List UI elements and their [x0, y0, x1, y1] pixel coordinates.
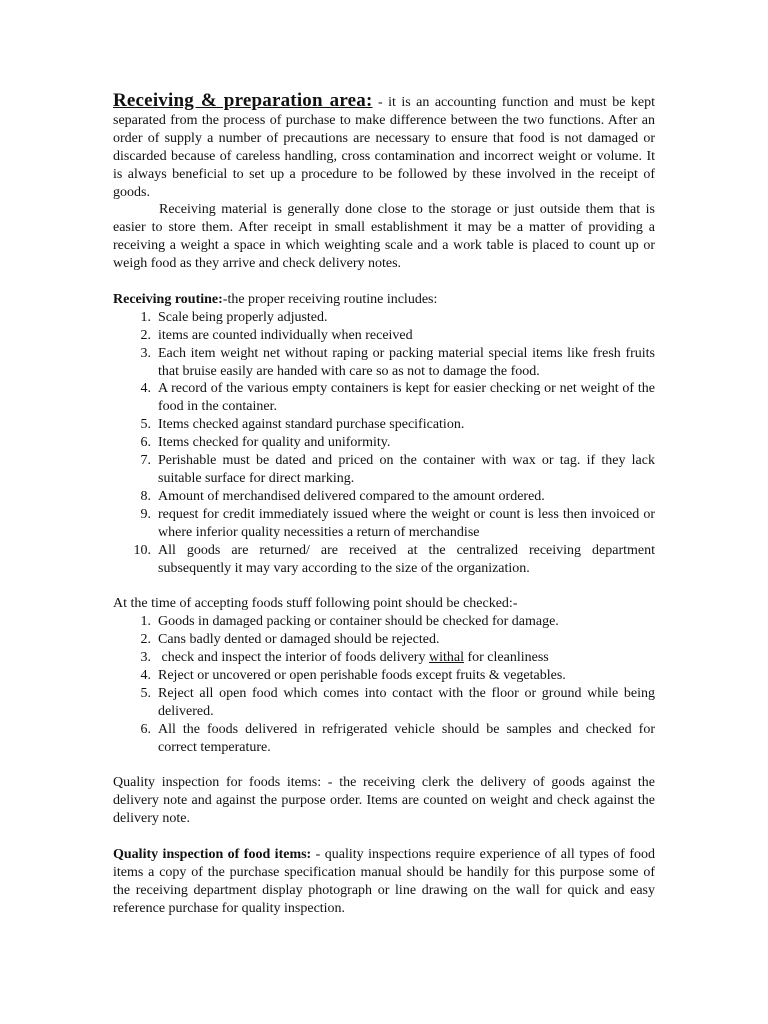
list-item	[113, 345, 655, 381]
spacer	[113, 577, 655, 595]
accepting-list	[113, 613, 655, 756]
list-number: 6.	[140, 721, 151, 737]
quality-text: - quality inspections require experience of all types of food items a copy of the purchase specification manual should be handily for this purpose some of the receiving department display photograph or line drawing on the wall for quick and easy reference purchase for quality inspection.	[113, 847, 655, 916]
list-item	[113, 416, 655, 434]
list-number: 9.	[140, 506, 151, 522]
list-item	[113, 721, 655, 757]
list-number: 8.	[140, 488, 151, 504]
list-number: 2.	[140, 327, 151, 343]
list-text: All the foods delivered in refrigerated vehicle should be samples and checked for correct temperature.	[158, 721, 655, 755]
quality-label: Quality inspection of food items:	[113, 847, 312, 862]
list-number: 6.	[140, 435, 151, 451]
list-text: Goods in damaged packing or container should be checked for damage.	[158, 614, 559, 630]
quality-inspection-paragraph-1: Quality inspection for foods items: - the receiving clerk the delivery of goods against the delivery note and against the purpose order. Items are counted on weight and check against the delivery note.	[113, 775, 655, 827]
list-item	[113, 506, 655, 542]
list-item	[113, 649, 655, 667]
section-receiving-preparation	[113, 92, 655, 201]
section-intro: - it is an accounting function and must be kept separated from the process of purchase to make difference between the two functions. After an order of supply a number of precautions are necessary to ensure that food is not damaged or discarded because of careless handling, cross contamination and incorrect weight or volume. It is always beneficial to set up a procedure to be followed by these involved in the receipt of goods.	[113, 95, 655, 200]
list-text: Scale being properly adjusted.	[158, 309, 328, 325]
list-number: 7.	[140, 453, 151, 469]
document-page	[113, 92, 655, 918]
routine-label: Receiving routine:	[113, 291, 223, 307]
routine-text: -the proper receiving routine includes:	[222, 291, 438, 307]
section-paragraph-2: Receiving material is generally done close to the storage or just outside them that is easier to store them. After receipt in small establishment it may be a matter of providing a receiving a weight a space in which weighting scale and a work table is placed to count up or weigh food as they arrive and check delivery notes.	[113, 202, 655, 272]
list-item	[113, 667, 655, 685]
list-text: Amount of merchandised delivered compared to the amount ordered.	[158, 488, 545, 504]
section-heading: Receiving & preparation area:	[113, 90, 373, 111]
underlined-word: withal	[428, 650, 464, 666]
spacer	[113, 273, 655, 291]
list-item	[113, 434, 655, 452]
list-text-post: for cleanliness	[463, 650, 549, 666]
list-item	[113, 685, 655, 721]
list-number: 3.	[140, 650, 151, 666]
list-text: Cans badly dented or damaged should be rejected.	[158, 632, 440, 648]
list-text: A record of the various empty containers is kept for easier checking or net weight of the food in the container.	[158, 381, 655, 415]
quality-inspection-paragraph-2	[113, 846, 655, 918]
list-item	[113, 631, 655, 649]
list-text: request for credit immediately issued where the weight or count is less then invoiced or where inferior quality necessities a return of merchandise	[158, 506, 655, 540]
list-item	[113, 327, 655, 345]
accepting-intro: At the time of accepting foods stuff following point should be checked:-	[113, 596, 518, 612]
list-number: 10.	[133, 542, 151, 558]
list-number: 4.	[140, 667, 151, 683]
routine-list	[113, 309, 655, 578]
list-number: 1.	[140, 614, 151, 630]
list-item	[113, 613, 655, 631]
list-text: All goods are returned/ are received at the centralized receiving department subsequently it may vary according to the size of the organization.	[158, 542, 655, 576]
list-text: Each item weight net without raping or packing material special items like fresh fruits that bruise easily are handed with care so as not to damage the food.	[158, 345, 655, 379]
list-number: 5.	[140, 685, 151, 701]
list-item	[113, 380, 655, 416]
list-text: Items checked against standard purchase specification.	[158, 417, 465, 433]
list-item	[113, 488, 655, 506]
list-text: items are counted individually when received	[158, 327, 413, 343]
list-number: 1.	[140, 309, 151, 325]
spacer	[113, 828, 655, 846]
list-text: Reject or uncovered or open perishable foods except fruits & vegetables.	[158, 667, 566, 683]
routine-intro	[113, 291, 655, 309]
list-text-pre: check and inspect the interior of foods delivery	[158, 650, 429, 666]
list-number: 5.	[140, 417, 151, 433]
list-number: 2.	[140, 632, 151, 648]
list-item	[113, 542, 655, 578]
list-number: 3.	[140, 345, 151, 361]
list-text: Items checked for quality and uniformity.	[158, 435, 391, 451]
spacer	[113, 757, 655, 775]
list-item	[113, 309, 655, 327]
list-number: 4.	[140, 381, 151, 397]
list-text: Perishable must be dated and priced on the container with wax or tag. if they lack suitable surface for direct marking.	[158, 453, 655, 487]
list-text: Reject all open food which comes into contact with the floor or ground while being delivered.	[158, 685, 655, 719]
list-item	[113, 452, 655, 488]
